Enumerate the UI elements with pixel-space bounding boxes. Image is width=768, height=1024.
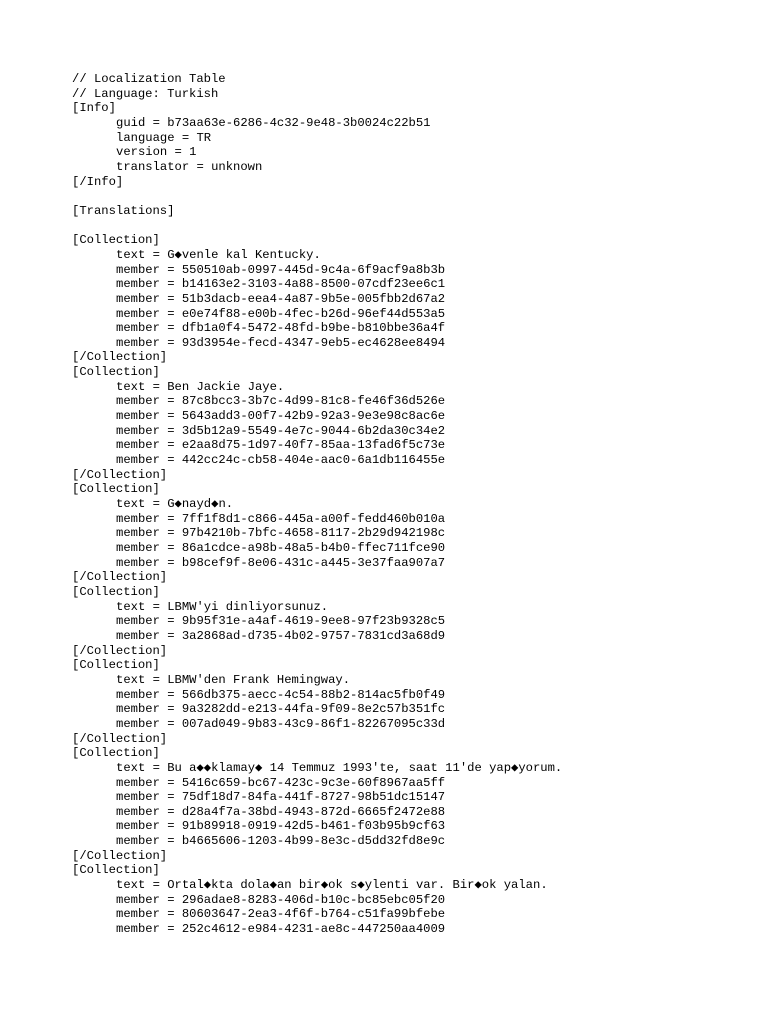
collection-block	[72, 233, 752, 365]
collection-block	[72, 585, 752, 658]
collection-open-tag: [Collection]	[72, 584, 160, 599]
collections-list	[72, 233, 752, 937]
collection-member: member = 86a1cdce-a98b-48a5-b4b0-ffec711fce90	[116, 541, 446, 555]
collection-member: member = 5416c659-bc67-423c-9c3e-60f8967aa5ff	[116, 775, 446, 790]
info-version: version = 1	[116, 145, 197, 160]
collection-text: text = Bu a◆◆klamay◆ 14 Temmuz 1993'te, saat 11'de yap◆yorum.	[116, 760, 563, 775]
collection-member: member = b98cef9f-8e06-431c-a445-3e37faa907a7	[116, 555, 446, 570]
collection-member: member = 97b4210b-7bfc-4658-8117-2b29d942198c	[116, 526, 446, 541]
collection-text: text = Ortal◆kta dola◆an bir◆ok s◆ylenti var. Bir◆ok yalan.	[116, 878, 548, 893]
collection-close-tag: [/Collection]	[72, 643, 168, 658]
collection-close-tag: [/Collection]	[72, 350, 168, 365]
blank-line	[72, 189, 752, 204]
collection-member: member = 3a2868ad-d735-4b02-9757-7831cd3a68d9	[116, 628, 446, 643]
collection-member: member = dfb1a0f4-5472-48fd-b9be-b810bbe36a4f	[116, 321, 446, 336]
info-translator: translator = unknown	[116, 159, 263, 174]
localization-document	[72, 72, 752, 937]
collection-open-tag: [Collection]	[72, 863, 160, 878]
collection-member: member = e2aa8d75-1d97-40f7-85aa-13fad6f5c73e	[116, 438, 446, 453]
collection-close-tag: [/Collection]	[72, 467, 168, 482]
collection-member: member = 3d5b12a9-5549-4e7c-9044-6b2da30c34e2	[116, 423, 446, 438]
collection-text: text = LBMW'yi dinliyorsunuz.	[116, 599, 329, 614]
collection-member: member = b14163e2-3103-4a88-8500-07cdf23ee6c1	[116, 277, 446, 292]
collection-block	[72, 658, 752, 746]
collection-text: text = Ben Jackie Jaye.	[116, 379, 285, 394]
collection-open-tag: [Collection]	[72, 233, 160, 248]
info-guid: guid = b73aa63e-6286-4c32-9e48-3b0024c22b51	[116, 115, 431, 130]
info-close-tag: [/Info]	[72, 174, 124, 189]
collection-close-tag: [/Collection]	[72, 570, 168, 585]
comment-title: // Localization Table	[72, 72, 226, 86]
collection-member: member = 007ad049-9b83-43c9-86f1-82267095c33d	[116, 716, 446, 731]
collection-member: member = d28a4f7a-38bd-4943-872d-6665f2472e88	[116, 804, 446, 819]
collection-close-tag: [/Collection]	[72, 848, 168, 863]
collection-close-tag: [/Collection]	[72, 731, 168, 746]
collection-member: member = 566db375-aecc-4c54-88b2-814ac5fb0f49	[116, 687, 446, 702]
collection-member: member = 93d3954e-fecd-4347-9eb5-ec4628ee8494	[116, 335, 446, 350]
collection-member: member = 9b95f31e-a4af-4619-9ee8-97f23b9328c5	[116, 614, 446, 629]
blank-line	[72, 219, 752, 234]
collection-member: member = 91b89918-0919-42d5-b461-f03b95b9cf63	[116, 819, 446, 834]
collection-member: member = b4665606-1203-4b99-8e3c-d5dd32fd8e9c	[116, 834, 446, 849]
collection-open-tag: [Collection]	[72, 746, 160, 761]
collection-open-tag: [Collection]	[72, 365, 160, 380]
collection-block	[72, 746, 752, 863]
collection-member: member = 550510ab-0997-445d-9c4a-6f9acf9a8b3b	[116, 262, 446, 277]
collection-member: member = 80603647-2ea3-4f6f-b764-c51fa99bfebe	[116, 907, 446, 922]
collection-block	[72, 365, 752, 482]
info-language: language = TR	[116, 130, 212, 145]
info-open-tag: [Info]	[72, 101, 116, 116]
collection-text: text = G◆nayd◆n.	[116, 497, 234, 512]
collection-member: member = 7ff1f8d1-c866-445a-a00f-fedd460b010a	[116, 511, 446, 526]
collection-member: member = 252c4612-e984-4231-ae8c-447250aa4009	[116, 922, 446, 937]
collection-member: member = 442cc24c-cb58-404e-aac0-6a1db116455e	[116, 453, 446, 468]
translations-tag: [Translations]	[72, 203, 175, 218]
collection-block	[72, 863, 752, 936]
collection-open-tag: [Collection]	[72, 658, 160, 673]
collection-member: member = 75df18d7-84fa-441f-8727-98b51dc15147	[116, 790, 446, 805]
collection-member: member = 5643add3-00f7-42b9-92a3-9e3e98c8ac6e	[116, 409, 446, 424]
collection-open-tag: [Collection]	[72, 482, 160, 497]
collection-member: member = 87c8bcc3-3b7c-4d99-81c8-fe46f36d526e	[116, 394, 446, 409]
comment-language: // Language: Turkish	[72, 86, 219, 101]
collection-member: member = 51b3dacb-eea4-4a87-9b5e-005fbb2d67a2	[116, 291, 446, 306]
collection-member: member = 9a3282dd-e213-44fa-9f09-8e2c57b351fc	[116, 702, 446, 717]
collection-block	[72, 482, 752, 585]
collection-text: text = LBMW'den Frank Hemingway.	[116, 672, 351, 687]
collection-text: text = G◆venle kal Kentucky.	[116, 247, 321, 262]
collection-member: member = e0e74f88-e00b-4fec-b26d-96ef44d553a5	[116, 306, 446, 321]
collection-member: member = 296adae8-8283-406d-b10c-bc85ebc05f20	[116, 892, 446, 907]
